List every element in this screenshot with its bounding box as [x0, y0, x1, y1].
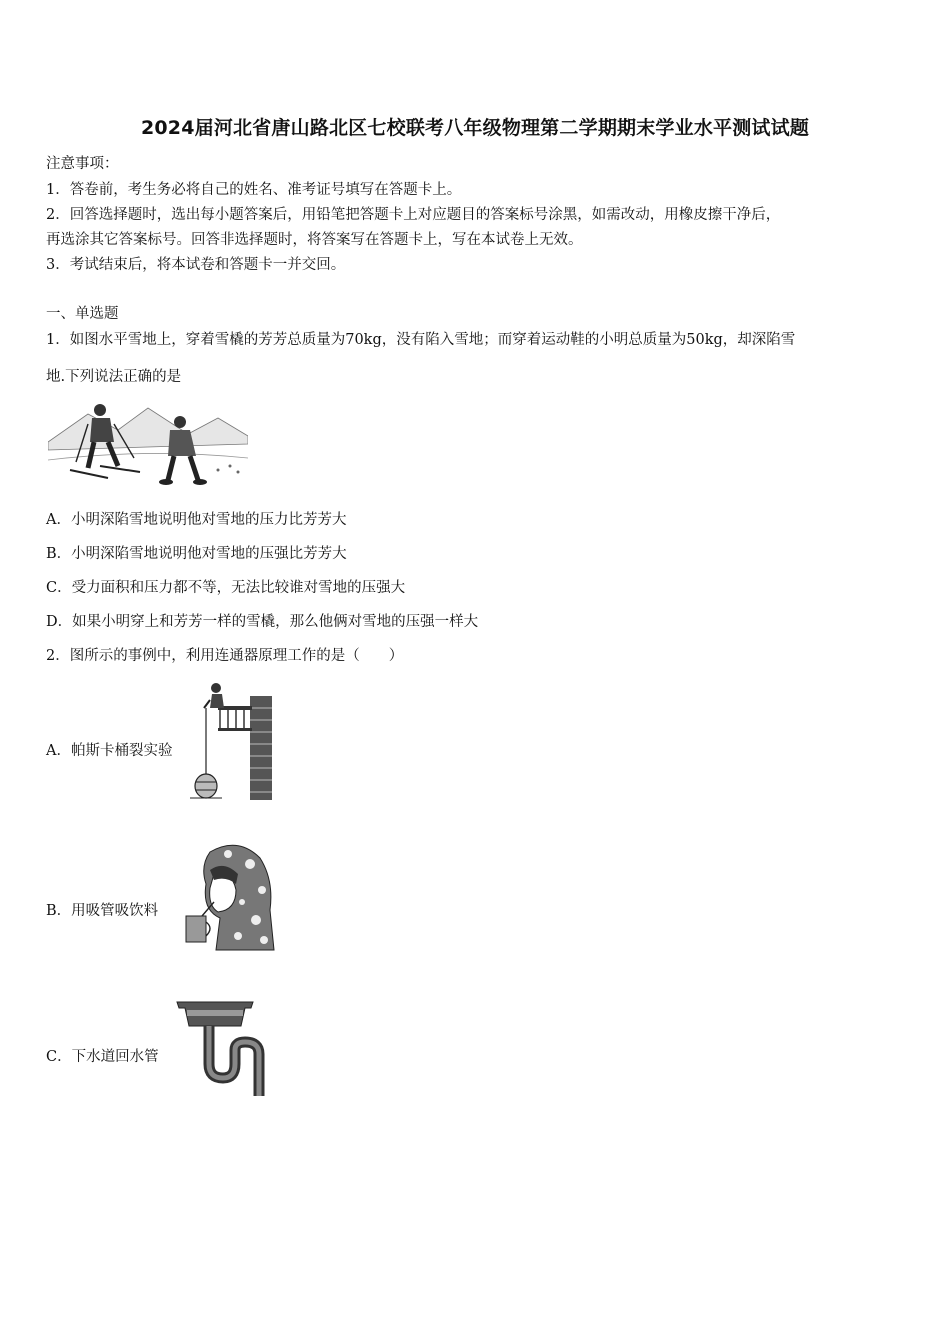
question-1-stem-line-1: 1．如图水平雪地上，穿着雪橇的芳芳总质量为70kg，没有陷入雪地；而穿着运动鞋的小明总质量为50kg，却深陷雪 — [46, 332, 796, 348]
page-title: 2024届河北省唐山路北区七校联考八年级物理第二学期期末学业水平测试试题 — [140, 117, 810, 139]
snow-skiers-figure — [48, 400, 248, 490]
notice-item-3: 3．考试结束后，将本试卷和答题卡一并交回。 — [46, 257, 346, 273]
notice-item-1: 1．答卷前，考生务必将自己的姓名、准考证号填写在答题卡上。 — [46, 182, 462, 198]
question-1-option-a: A．小明深陷雪地说明他对雪地的压力比芳芳大 — [46, 512, 347, 528]
drain-trap-figure — [175, 998, 275, 1098]
question-1-stem-line-2: 地.下列说法正确的是 — [46, 369, 182, 385]
pascal-barrel-figure — [188, 678, 278, 803]
question-1-option-c: C．受力面积和压力都不等，无法比较谁对雪地的压强大 — [46, 580, 406, 596]
notice-heading: 注意事项： — [46, 156, 119, 172]
straw-drinking-figure — [180, 840, 280, 955]
question-2-option-b: B．用吸管吸饮料 — [46, 903, 159, 919]
question-2-option-c: C．下水道回水管 — [46, 1049, 159, 1065]
notice-item-2-line-1: 2．回答选择题时，选出每小题答案后，用铅笔把答题卡上对应题目的答案标号涂黑，如需改动，用橡皮擦干净后， — [46, 207, 781, 223]
section-heading: 一、单选题 — [46, 306, 119, 322]
question-1-option-b: B．小明深陷雪地说明他对雪地的压强比芳芳大 — [46, 546, 347, 562]
question-2-option-a: A．帕斯卡桶裂实验 — [46, 743, 173, 759]
question-2-stem: 2．图所示的事例中，利用连通器原理工作的是（ ） — [46, 648, 404, 664]
question-1-option-d: D．如果小明穿上和芳芳一样的雪橇，那么他俩对雪地的压强一样大 — [46, 614, 479, 630]
notice-item-2-line-2: 再选涂其它答案标号。回答非选择题时，将答案写在答题卡上，写在本试卷上无效。 — [46, 232, 583, 248]
